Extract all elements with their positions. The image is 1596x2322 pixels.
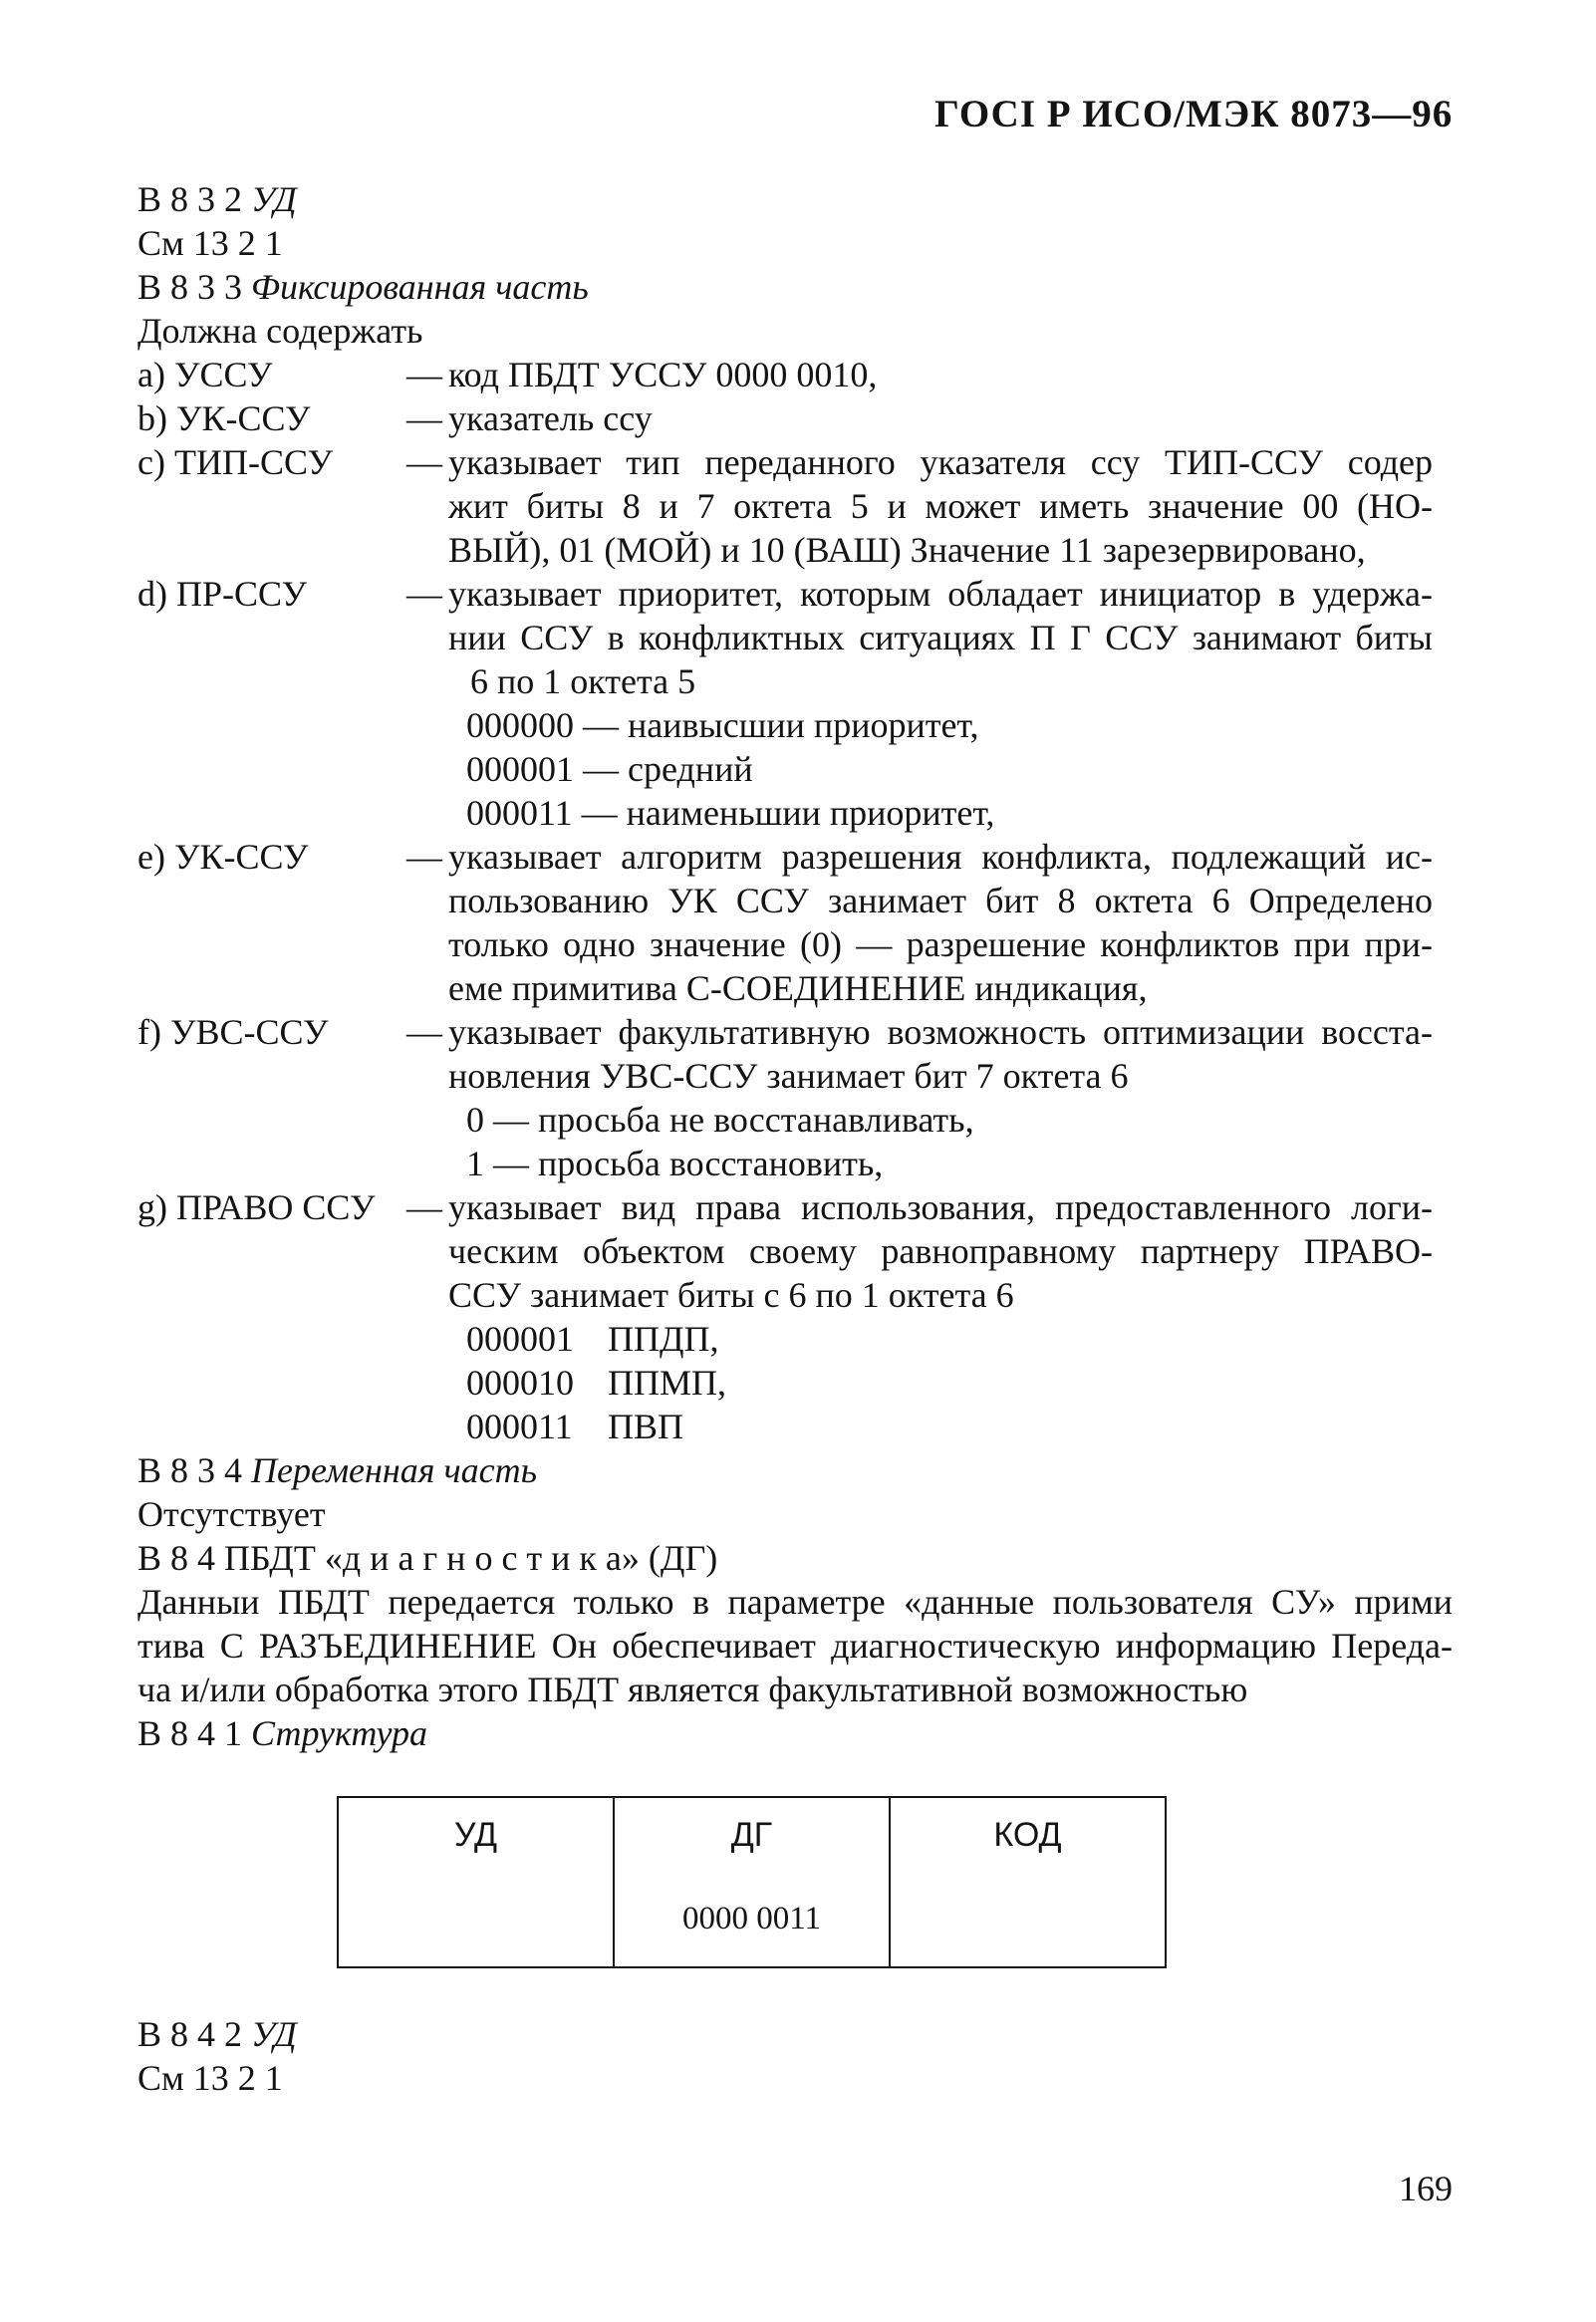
desc-line: еме примитива С-СОЕДИНЕНИЕ индикация,: [448, 968, 1148, 1008]
desc-line: указатель ссу: [448, 398, 653, 438]
cell-value: 0000 0011: [681, 1901, 822, 1936]
item-dash: —: [406, 1012, 442, 1052]
list-item-tip-ssu: [137, 440, 1453, 572]
list-item-pravo-ssu: [137, 1185, 1453, 1317]
right-code: 000011: [466, 1407, 573, 1446]
section-heading-8841: [137, 1711, 1453, 1755]
section-title: Структура: [251, 1713, 428, 1753]
priority-code-line: 000000 — наивысшии приоритет,: [466, 705, 979, 745]
item-dash: —: [406, 1187, 442, 1227]
right-name: ППМП,: [608, 1363, 727, 1403]
item-description: [448, 572, 1433, 703]
priority-code-line: 000001 — средний: [466, 749, 753, 789]
cross-reference: См 13 2 1: [137, 2058, 283, 2098]
paragraph-line: Данныи ПБДТ передается только в параметре «данные пользователя СУ» прими: [137, 1582, 1453, 1622]
item-label: g) ПРАВО ССУ: [137, 1187, 376, 1227]
item-description: [448, 353, 1433, 396]
desc-line: только одно значение (0) — разрешение конфликтов при при-: [448, 924, 1433, 964]
item-description: [448, 396, 1433, 440]
column-header: УД: [453, 1816, 498, 1854]
section-heading-8832: [137, 177, 1453, 221]
item-label: c) ТИП-ССУ: [137, 442, 333, 482]
desc-line: указывает тип переданного указателя ссу ТИП-ССУ содер: [448, 442, 1433, 482]
table-row: [338, 1797, 1166, 1967]
section-heading-8842: [137, 2012, 297, 2056]
paragraph-line: ча и/или обработка этого ПБДТ является факультативной возможностью: [137, 1670, 1248, 1709]
item-dash: —: [406, 398, 442, 438]
desc-line: нии ССУ в конфликтных ситуациях П Г ССУ занимают биты: [448, 618, 1433, 657]
item-description: [448, 440, 1433, 572]
right-name: ПВП: [608, 1407, 684, 1446]
section-number: В 8 4 2: [137, 2014, 243, 2054]
desc-line: указывает алгоритм разрешения конфликта, подлежащий ис-: [448, 837, 1433, 877]
priority-code-line: 000011 — наименьшии приоритет,: [466, 793, 995, 833]
item-dash: —: [406, 355, 442, 394]
list-item-ussu: [137, 353, 1453, 396]
right-name: ППДП,: [608, 1319, 719, 1359]
section-heading-884: В 8 4 ПБДТ «д и а г н о с т и к а» (ДГ): [137, 1538, 718, 1578]
section-title: Переменная часть: [251, 1450, 538, 1490]
structure-table: [337, 1796, 1167, 1968]
desc-line: ческим объектом своему равноправному партнеру ПРАВО-: [448, 1231, 1433, 1271]
paragraph-line: тива С РАЗЪЕДИНЕНИЕ Он обеспечивает диагностическую информацию Переда-: [137, 1626, 1453, 1666]
desc-line: указывает факультативную возможность оптимизации восста-: [448, 1012, 1433, 1052]
item-label: b) УК-ССУ: [137, 398, 311, 438]
section-number: В 8 3 3: [137, 267, 243, 307]
right-code-line: [137, 1317, 1453, 1361]
item-dash: —: [406, 574, 442, 614]
section-8842: [137, 2012, 297, 2100]
list-intro: Должна содержать: [137, 311, 423, 351]
item-label: f) УВС-ССУ: [137, 1012, 329, 1052]
document-body: [137, 177, 1453, 1755]
right-code: 000001: [466, 1319, 574, 1359]
column-header: КОД: [993, 1816, 1062, 1854]
restore-option-line: 0 — просьба не восстанавливать,: [466, 1100, 974, 1140]
item-label: e) УК-ССУ: [137, 837, 309, 877]
table-cell-kod: [890, 1797, 1166, 1967]
section-number: В 8 4 1: [137, 1713, 243, 1753]
table-cell-ud: [338, 1797, 614, 1967]
cross-reference: См 13 2 1: [137, 223, 283, 263]
standard-header: ГОСI Р ИСО/МЭК 8073—96: [934, 93, 1454, 135]
list-item-pr-ssu: [137, 572, 1453, 703]
restore-option-line: 1 — просьба восстановить,: [466, 1144, 884, 1183]
item-dash: —: [406, 442, 442, 482]
item-description: [448, 835, 1433, 1010]
page-number: 169: [1399, 2169, 1453, 2208]
list-item-uk-ssu-conflict: [137, 835, 1453, 1010]
desc-line: новления УВС-ССУ занимает бит 7 октета 6: [448, 1056, 1129, 1096]
item-description: [448, 1010, 1433, 1098]
section-heading-8834: [137, 1448, 1453, 1492]
desc-line: пользованию УК ССУ занимает бит 8 октета 6 Определено: [448, 881, 1433, 920]
section-number: В 8 3 2: [137, 179, 243, 219]
column-header: ДГ: [730, 1816, 773, 1854]
desc-line: код ПБДТ УССУ 0000 0010,: [448, 355, 878, 394]
section-number: В 8 3 4: [137, 1450, 243, 1490]
table-cell-dg: [614, 1797, 890, 1967]
list-item-uk-ssu: [137, 396, 1453, 440]
section-title: Фиксированная часть: [251, 267, 589, 307]
desc-line: жит биты 8 и 7 октета 5 и может иметь значение 00 (НО-: [448, 486, 1433, 526]
section-text: Отсутствует: [137, 1494, 326, 1534]
desc-line: ВЫЙ), 01 (МОЙ) и 10 (ВАШ) Значение 11 зарезервировано,: [448, 530, 1366, 570]
desc-line: указывает вид права использования, предоставленного логи-: [448, 1187, 1433, 1227]
section-title: УД: [251, 2014, 297, 2054]
section-heading-8833: [137, 265, 1453, 309]
right-code-line: [137, 1405, 1453, 1448]
item-label: a) УССУ: [137, 355, 273, 394]
section-title: УД: [251, 179, 297, 219]
right-code-line: [137, 1361, 1453, 1405]
desc-line: ССУ занимает биты с 6 по 1 октета 6: [448, 1275, 1014, 1315]
item-label: d) ПР-ССУ: [137, 574, 308, 614]
desc-line: 6 по 1 октета 5: [470, 661, 696, 701]
list-item-uvs-ssu: [137, 1010, 1453, 1098]
item-dash: —: [406, 837, 442, 877]
desc-line: указывает приоритет, которым обладает инициатор в удержа-: [448, 574, 1433, 614]
item-description: [448, 1185, 1433, 1317]
right-code: 000010: [466, 1363, 574, 1403]
